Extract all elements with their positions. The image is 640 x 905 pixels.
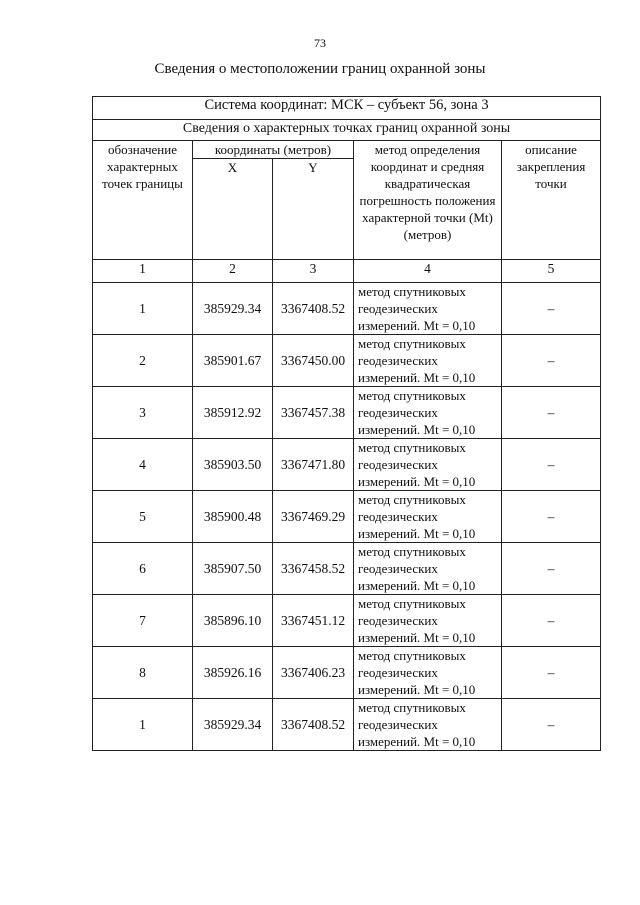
- coordinate-y: 3367457.38: [273, 387, 354, 439]
- page-number: 73: [314, 36, 326, 50]
- table-row: [93, 387, 601, 439]
- boundary-points-table: [92, 96, 601, 751]
- point-designation: 4: [93, 439, 193, 491]
- point-designation: 2: [93, 335, 193, 387]
- point-designation: 3: [93, 387, 193, 439]
- table-row: [93, 595, 601, 647]
- coordinate-y: 3367408.52: [273, 283, 354, 335]
- point-designation: 8: [93, 647, 193, 699]
- column-header-method: метод определения координат и средняя квадратическая погрешность положения характерной точки (Mt) (метров): [354, 141, 502, 260]
- coordinate-x: 385912.92: [193, 387, 273, 439]
- column-header-y: Y: [273, 159, 354, 260]
- point-description: –: [502, 335, 601, 387]
- column-number: 4: [354, 260, 502, 283]
- table-row: [93, 439, 601, 491]
- point-description: –: [502, 439, 601, 491]
- coordinate-y: 3367450.00: [273, 335, 354, 387]
- point-description: –: [502, 387, 601, 439]
- point-designation: 5: [93, 491, 193, 543]
- point-designation: 1: [93, 699, 193, 751]
- coordinate-x: 385929.34: [193, 283, 273, 335]
- coordinate-y: 3367408.52: [273, 699, 354, 751]
- coordinate-x: 385929.34: [193, 699, 273, 751]
- column-number: 5: [502, 260, 601, 283]
- column-header-description: описание закрепления точки: [502, 141, 601, 260]
- column-header-coordinates: координаты (метров): [193, 141, 354, 159]
- point-designation: 6: [93, 543, 193, 595]
- determination-method: метод спутниковых геодезических измерений. Mt = 0,10: [354, 647, 502, 699]
- table-row: [93, 699, 601, 751]
- determination-method: метод спутниковых геодезических измерений. Mt = 0,10: [354, 387, 502, 439]
- point-description: –: [502, 543, 601, 595]
- coordinate-x: 385926.16: [193, 647, 273, 699]
- coordinate-y: 3367471.80: [273, 439, 354, 491]
- coordinate-x: 385900.48: [193, 491, 273, 543]
- point-description: –: [502, 647, 601, 699]
- point-designation: 7: [93, 595, 193, 647]
- coordinate-y: 3367406.23: [273, 647, 354, 699]
- coordinate-system-header: Система координат: МСК – субъект 56, зона 3: [93, 97, 601, 120]
- table-row: [93, 283, 601, 335]
- table-row: [93, 543, 601, 595]
- point-description: –: [502, 283, 601, 335]
- determination-method: метод спутниковых геодезических измерений. Mt = 0,10: [354, 699, 502, 751]
- column-number: 1: [93, 260, 193, 283]
- table-row: [93, 335, 601, 387]
- coordinate-x: 385903.50: [193, 439, 273, 491]
- determination-method: метод спутниковых геодезических измерений. Mt = 0,10: [354, 491, 502, 543]
- coordinate-x: 385901.67: [193, 335, 273, 387]
- determination-method: метод спутниковых геодезических измерений. Mt = 0,10: [354, 335, 502, 387]
- determination-method: метод спутниковых геодезических измерений. Mt = 0,10: [354, 543, 502, 595]
- coordinate-y: 3367451.12: [273, 595, 354, 647]
- table-row: [93, 647, 601, 699]
- determination-method: метод спутниковых геодезических измерений. Mt = 0,10: [354, 595, 502, 647]
- document-title: Сведения о местоположении границ охранной зоны: [154, 61, 486, 77]
- coordinate-y: 3367469.29: [273, 491, 354, 543]
- coordinate-y: 3367458.52: [273, 543, 354, 595]
- table-row: [93, 491, 601, 543]
- point-designation: 1: [93, 283, 193, 335]
- column-header-x: X: [193, 159, 273, 260]
- point-description: –: [502, 491, 601, 543]
- column-number-row: [93, 260, 601, 283]
- column-header-designation: обозначение характерных точек границы: [93, 141, 193, 260]
- points-info-header: Сведения о характерных точках границ охранной зоны: [93, 120, 601, 141]
- point-description: –: [502, 595, 601, 647]
- determination-method: метод спутниковых геодезических измерений. Mt = 0,10: [354, 439, 502, 491]
- column-number: 2: [193, 260, 273, 283]
- coordinate-x: 385907.50: [193, 543, 273, 595]
- determination-method: метод спутниковых геодезических измерений. Mt = 0,10: [354, 283, 502, 335]
- point-description: –: [502, 699, 601, 751]
- coordinate-x: 385896.10: [193, 595, 273, 647]
- column-number: 3: [273, 260, 354, 283]
